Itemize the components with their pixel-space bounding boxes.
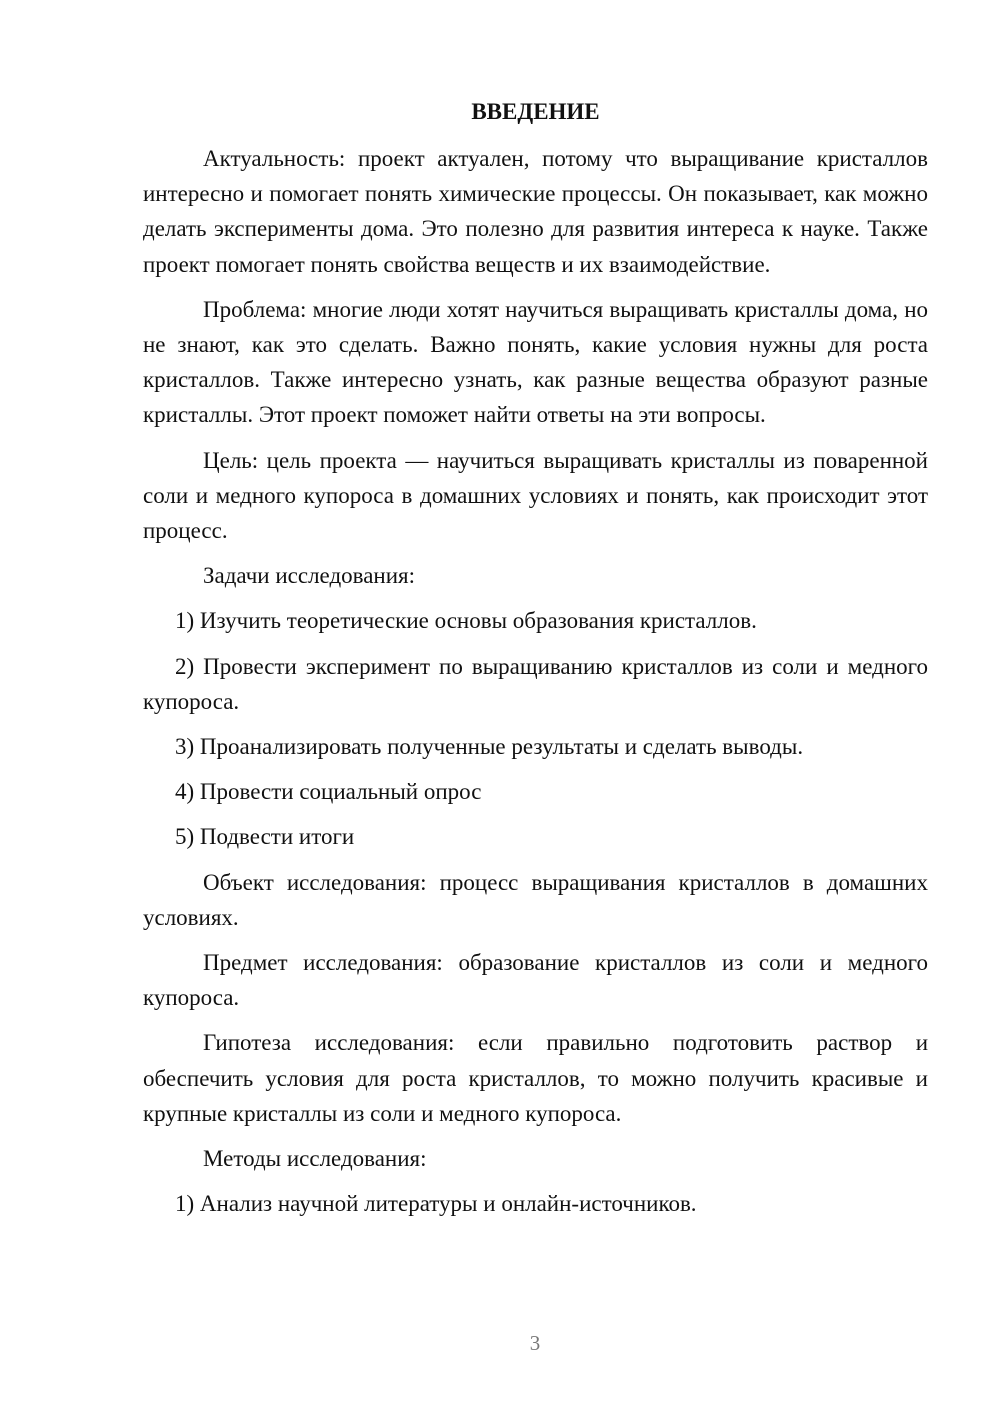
- document-page: [143, 94, 928, 1231]
- task-item-1: 1) Изучить теоретические основы образования кристаллов.: [175, 608, 757, 634]
- problem-paragraph: Проблема: многие люди хотят научиться выращивать кристаллы дома, но не знают, как это сделать. Важно понять, какие условия нужны для роста кристаллов. Также интересно узнать, как разные вещества образуют разные кристаллы. Этот проект поможет найти ответы на эти вопросы.: [143, 296, 928, 428]
- subject-paragraph: Предмет исследования: образование кристаллов из соли и медного купороса.: [143, 950, 928, 1011]
- task-item-5: 5) Подвести итоги: [175, 824, 355, 850]
- methods-label: Методы исследования:: [203, 1146, 427, 1172]
- section-heading: ВВЕДЕНИЕ: [471, 99, 600, 124]
- relevance-paragraph: Актуальность: проект актуален, потому что выращивание кристаллов интересно и помогает понять химические процессы. Он показывает, как можно делать эксперименты дома. Это полезно для развития интереса к науке. Также проект помогает понять свойства веществ и их взаимодействие.: [143, 146, 928, 277]
- task-item-2: 2) Провести эксперимент по выращиванию кристаллов из соли и медного купороса.: [143, 653, 928, 714]
- tasks-label: Задачи исследования:: [203, 563, 416, 589]
- task-item-3: 3) Проанализировать полученные результаты и сделать выводы.: [175, 734, 804, 760]
- method-item-1: 1) Анализ научной литературы и онлайн-источников.: [175, 1191, 697, 1217]
- hypothesis-paragraph: Гипотеза исследования: если правильно подготовить раствор и обеспечить условия для роста кристаллов, то можно получить красивые и крупные кристаллы из соли и медного купороса.: [143, 1030, 928, 1126]
- object-paragraph: Объект исследования: процесс выращивания кристаллов в домашних условиях.: [143, 869, 928, 930]
- task-item-4: 4) Провести социальный опрос: [175, 779, 482, 805]
- page-number: 3: [529, 1331, 541, 1355]
- goal-paragraph: Цель: цель проекта — научиться выращивать кристаллы из поваренной соли и медного купороса в домашних условиях и понять, как происходит этот процесс.: [143, 447, 928, 544]
